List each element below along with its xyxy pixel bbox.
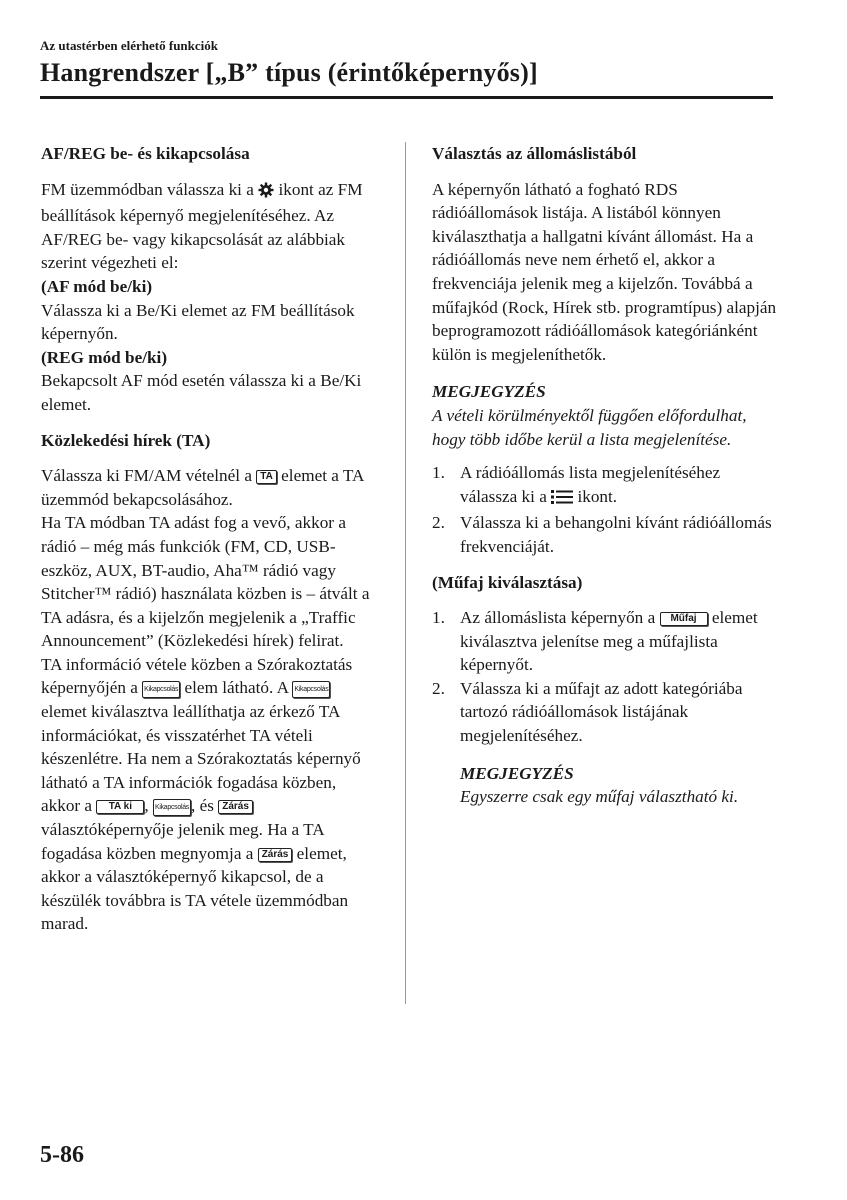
page-number: 5-86: [40, 1142, 84, 1168]
list-icon: [551, 488, 573, 512]
zaras-button: Zárás: [218, 800, 253, 814]
list-item: 1. Az állomáslista képernyőn a Műfaj elemet kiválasztva jelenítse meg a műfajlista képernyőt.: [432, 608, 758, 675]
note-title: MEGJEGYZÉS: [460, 763, 574, 783]
genre-steps: [432, 606, 777, 748]
ta-heading: Közlekedési hírek (TA): [41, 430, 211, 450]
ta-receive-text: TA információ vétele közben a Szórakoztatás képernyőjén a Kikapcsolás elem látható. A Kikapcsolás elemet kiválasztva leállíthatja az érkező TA információkat, és visszatérhet TA vételi készenlétre. Ha nem a Szórakoztatás képernyő látható a TA információk fogadása közben, akkor a TA ki , Kikapcsolás , és Zárás választóképernyője jelenik meg. Ha a TA fogadása közben megnyomja a Zárás elemet, akkor a választóképernyő kikapcsol, de a készülék továbbra is TA vétele üzemmódban marad.: [41, 654, 361, 934]
header-rule: [40, 96, 773, 99]
station-list-heading: Választás az állomáslistából: [432, 144, 637, 163]
list-item: 2. Válassza ki a műfajt az adott kategóriába tartozó rádióállomások listájának megjelenítéséhez.: [432, 678, 743, 746]
reg-mode-title: (REG mód be/ki): [41, 347, 168, 367]
af-mode-title: (AF mód be/ki): [41, 276, 153, 296]
page-title: Hangrendszer [„B” típus (érintőképernyős)]: [40, 58, 538, 87]
ta-intro: Válassza ki FM/AM vételnél a TA elemet a TA üzemmód bekapcsolásához.: [41, 466, 364, 509]
note-text: A vételi körülményektől függően előfordulhat, hogy több időbe kerül a lista megjelenítése.: [432, 405, 747, 449]
list-item: 2. Válassza ki a behangolni kívánt rádióállomás frekvenciáját.: [432, 513, 772, 556]
af-reg-heading: AF/REG be- és kikapcsolása: [41, 144, 250, 163]
ta-description: Ha TA módban TA adást fog a vevő, akkor a rádió – még más funkciók (FM, CD, USB-eszköz, AUX, BT-audio, Aha™ rádió vagy Stitcher™ rádió) használata közben is – átvált a TA adásra, és a kijelzőn megjelenik a „Traffic Announcement” (Közlekedési hírek) felirat.: [41, 513, 370, 651]
note-title: MEGJEGYZÉS: [432, 382, 546, 402]
station-list-text: A képernyőn látható a fogható RDS rádióállomások listája. A listából könnyen kiválaszthatja a hallgatni kívánt állomást. Ha a rádióállomás neve nem érhető el, akkor a frekvenciája jelenik meg a kijelzőn. Továbbá a műfajkód (Rock, Hírek stb. programtípus) alapján beprogramozott rádióállomások kategóriánként külön is megjeleníthetők.: [432, 179, 777, 364]
kikapcsolas-button: Kikapcsolás: [292, 681, 330, 698]
note-text: Egyszerre csak egy műfaj választható ki.: [460, 787, 739, 807]
left-column: [41, 142, 376, 936]
mufaj-button: Műfaj: [660, 612, 708, 626]
genre-heading: (Műfaj kiválasztása): [432, 572, 583, 592]
kikapcsolas-button: Kikapcsolás: [153, 799, 191, 816]
af-reg-intro: FM üzemmódban válassza ki a ikont az FM beállítások képernyő megjelenítéséhez. Az AF/REG be- vagy kikapcsolását az alábbiak szerint végezheti el:: [41, 179, 363, 273]
ta-button: TA: [256, 470, 277, 484]
kikapcsolas-button: Kikapcsolás: [142, 681, 180, 698]
af-mode-text: Válassza ki a Be/Ki elemet az FM beállítások képernyőn.: [41, 300, 355, 344]
station-list-steps: [432, 461, 777, 558]
zaras-button: Zárás: [258, 848, 293, 862]
section-label: Az utastérben elérhető funkciók: [40, 38, 219, 53]
right-column: [432, 142, 777, 809]
ta-ki-button: TA ki: [96, 800, 144, 814]
gear-icon: [258, 181, 274, 205]
reg-mode-text: Bekapcsolt AF mód esetén válassza ki a Be/Ki elemet.: [41, 371, 362, 414]
list-item: 1. A rádióállomás lista megjelenítéséhez válassza ki a ikont.: [432, 461, 777, 511]
column-divider: [405, 142, 406, 1004]
